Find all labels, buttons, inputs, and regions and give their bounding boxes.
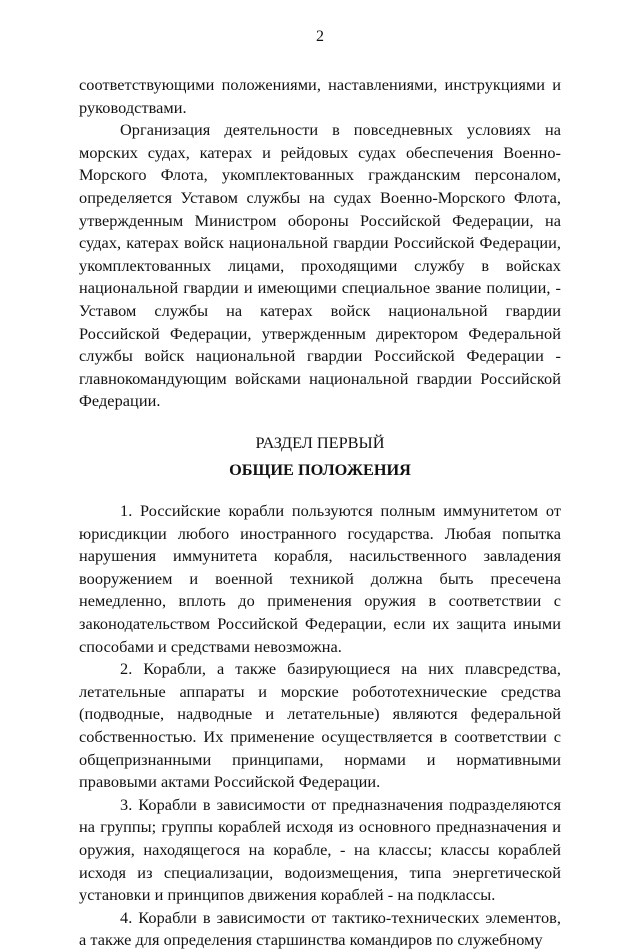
section-label: РАЗДЕЛ ПЕРВЫЙ — [255, 432, 385, 452]
document-body — [79, 74, 561, 952]
intro-continuation: соответствующими положениями, наставлениями, инструкциями и руководствами. — [79, 75, 561, 117]
paragraph-2: 2. Корабли, а также базирующиеся на них плавсредства, летательные аппараты и морские робототехнические средства (подводные, надводные и летательные) являются федеральной собственностью. Их применение осуществляется в соответствии с общепризнанными принципами, нормами и нормативными правовыми актами Российской Федерации. — [79, 659, 561, 792]
intro-organization-paragraph: Организация деятельности в повседневных условиях на морских судах, катерах и рейдовых судах обеспечения Военно-Морского Флота, укомплектованных гражданским персоналом, определяется Уставом службы на судах Военно-Морского Флота, утвержденным Министром обороны Российской Федерации, на судах, катерах войск национальной гвардии Российской Федерации, укомплектованных лицами, проходящими службу в войсках национальной гвардии и имеющими специальное звание полиции, - Уставом службы на катерах войск национальной гвардии Российской Федерации, утвержденным директором Федеральной службы войск национальной гвардии Российской Федерации - главнокомандующим войсками национальной гвардии Российской Федерации. — [79, 120, 561, 411]
paragraph-3: 3. Корабли в зависимости от предназначения подразделяются на группы; группы кораблей исходя из основного предназначения и оружия, находящегося на корабле, - на классы; классы кораблей исходя из специализации, водоизмещения, типа энергетической установки и принципов движения кораблей - на подклассы. — [79, 794, 561, 905]
page-number: 2 — [316, 28, 324, 45]
paragraph-1: 1. Российские корабли пользуются полным иммунитетом от юрисдикции любого иностранного государства. Любая попытка нарушения иммунитета корабля, насильственного завладения вооружением и военной техникой должна быть пресечена немедленно, вплоть до применения оружия в соответствии с законодательством Российской Федерации, если их защита иными способами и средствами невозможна. — [79, 501, 561, 656]
paragraph-4: 4. Корабли в зависимости от тактико-технических элементов, а также для определения старшинства командиров по служебному — [79, 907, 561, 950]
section-title: ОБЩИЕ ПОЛОЖЕНИЯ — [229, 459, 411, 479]
